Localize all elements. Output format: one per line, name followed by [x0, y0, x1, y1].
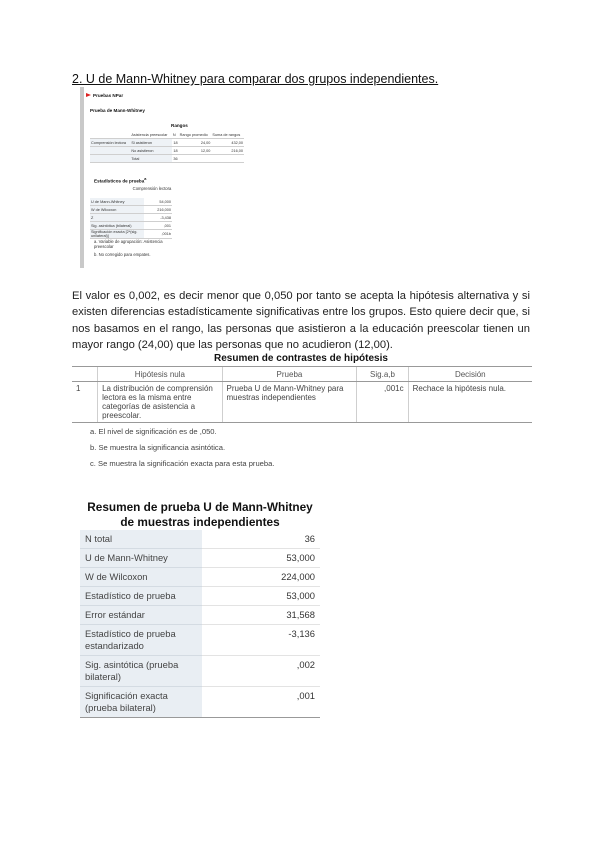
stats-label: U de Mann-Whitney [90, 198, 144, 206]
stats-value: 216,000 [144, 206, 172, 214]
ranks-table [90, 131, 244, 163]
mann-whitney-title-line2: de muestras independientes [120, 514, 280, 529]
ranks-header: Asistencia preescolar [130, 131, 172, 139]
ranks-cell: Comprensión lectora [90, 139, 130, 147]
hyp-header-null: Hipótesis nula [98, 367, 222, 382]
stats-table [90, 198, 172, 239]
output-arrow-icon [86, 93, 91, 97]
ranks-cell [90, 147, 130, 155]
stats-value: -3,438 [144, 214, 172, 222]
hyp-footnote: a. El nivel de significación es de ,050. [90, 427, 217, 436]
ranks-cell [179, 155, 212, 163]
output-note: b. No corregido para empates. [94, 252, 151, 257]
mw-value: ,001 [202, 687, 320, 718]
ranks-cell: Total [130, 155, 172, 163]
output-subtitle: Prueba de Mann-Whitney [90, 108, 145, 113]
mw-value: 31,568 [202, 606, 320, 625]
hyp-null-hypothesis: La distribución de comprensión lectora es la misma entre categorías de asistencia a preescolar. [98, 382, 222, 423]
mw-value: 53,000 [202, 549, 320, 568]
section-heading: 2. U de Mann-Whitney para comparar dos grupos independientes. [72, 72, 439, 86]
hyp-header-decision: Decisión [408, 367, 532, 382]
mw-label: Estadístico de prueba [80, 587, 202, 606]
hyp-header-index [72, 367, 98, 382]
ranks-cell: 18 [173, 140, 178, 145]
mw-label: N total [80, 530, 202, 549]
mw-value: 53,000 [202, 587, 320, 606]
ranks-cell: 36 [173, 156, 178, 161]
mw-label: Estadístico de prueba estandarizado [80, 625, 202, 656]
ranks-header: N [172, 131, 179, 139]
stats-title-text: Estadísticos de prueba [94, 178, 145, 184]
stats-title [94, 177, 146, 184]
ranks-cell: No asistieron [130, 147, 172, 155]
hypothesis-summary-title: Resumen de contrastes de hipótesis [214, 353, 388, 364]
stats-value: ,001 [144, 222, 172, 230]
mw-label: Significación exacta (prueba bilateral) [80, 687, 202, 718]
hyp-row-index: 1 [72, 382, 98, 423]
mw-value: 36 [202, 530, 320, 549]
stats-label: Significación exacta [2*(sig. unilateral)] [90, 230, 144, 239]
mw-label: U de Mann-Whitney [80, 549, 202, 568]
spss-output-image [80, 87, 260, 268]
explanation-paragraph: El valor es 0,002, es decir menor que 0,050 por tanto se acepta la hipótesis alternativa y si existen diferencias estadísticamente significativas entre los grupos. Esto quiere decir que, si nos basamos en el rango, las personas que asistieron a la educación preescolar tienen un mayor rango (24,00) que las personas que no acudieron (12,00). [72, 290, 530, 352]
ranks-cell [90, 155, 130, 163]
stats-value: ,001b [144, 230, 172, 239]
ranks-header: Suma de rangos [211, 131, 244, 139]
stats-label: W de Wilcoxon [90, 206, 144, 214]
mw-value: ,002 [202, 656, 320, 687]
mw-value: -3,136 [202, 625, 320, 656]
hyp-footnote: c. Se muestra la significación exacta para esta prueba. [90, 459, 275, 468]
mann-whitney-title [80, 500, 320, 529]
stats-value: 54,000 [144, 198, 172, 206]
output-note: a. Variable de agrupación: Asistencia preescolar [94, 239, 163, 249]
ranks-header: Rango promedio [179, 131, 212, 139]
hyp-header-test: Prueba [222, 367, 357, 382]
ranks-header [90, 131, 130, 139]
ranks-cell: 24,00 [179, 139, 212, 147]
hyp-footnote: b. Se muestra la significancia asintótica. [90, 443, 226, 452]
ranks-cell: 432,00 [211, 139, 244, 147]
stats-label: Sig. asintótica (bilateral) [90, 222, 144, 230]
stats-title-sup: a [144, 177, 147, 181]
mw-label: W de Wilcoxon [80, 568, 202, 587]
mw-label: Sig. asintótica (prueba bilateral) [80, 656, 202, 687]
output-section-title: Pruebas NPar [93, 93, 124, 98]
ranks-cell: Si asistieron [130, 139, 172, 147]
output-margin-line [80, 87, 84, 268]
stats-header: Comprensión lectora [132, 186, 172, 191]
ranks-cell: 12,00 [179, 147, 212, 155]
hyp-test: Prueba U de Mann-Whitney para muestras independientes [222, 382, 357, 423]
ranks-cell: 18 [173, 148, 178, 153]
hyp-decision: Rechace la hipótesis nula. [408, 382, 532, 423]
mw-label: Error estándar [80, 606, 202, 625]
mw-value: 224,000 [202, 568, 320, 587]
stats-label: Z [90, 214, 144, 222]
mann-whitney-table [80, 530, 320, 718]
ranks-cell [211, 155, 244, 163]
ranks-cell: 216,00 [211, 147, 244, 155]
mann-whitney-title-line1: Resumen de prueba U de Mann-Whitney [87, 500, 313, 514]
hypothesis-summary-table [72, 366, 532, 423]
hyp-header-sig: Sig.a,b [357, 367, 408, 382]
hyp-sig: ,001c [357, 382, 408, 423]
ranks-title: Rangos [171, 123, 188, 128]
